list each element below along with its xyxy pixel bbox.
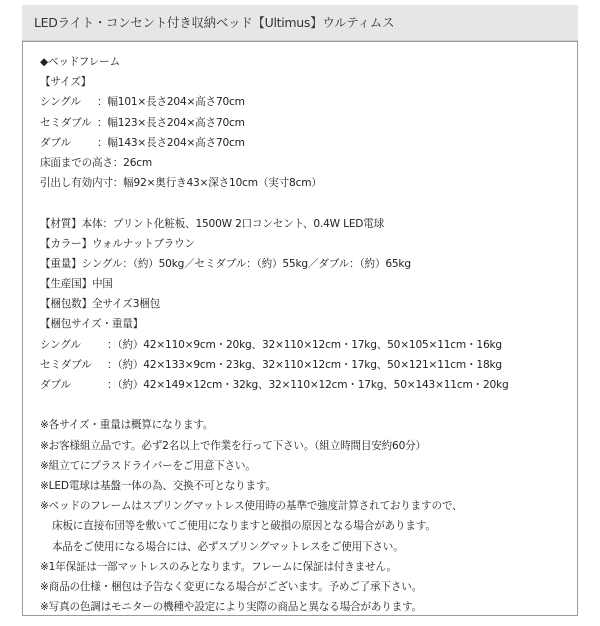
package-count: 【梱包数】全サイズ3梱包 <box>40 298 161 311</box>
note-item: 床板に直接布団等を敷いてご使用になりますと破損の原因となる場合があります。 <box>52 520 436 533</box>
package-heading: 【梱包サイズ・重量】 <box>40 318 144 331</box>
material: 【材質】本体：プリント化粧板、1500W 2口コンセント、0.4W LED電球 <box>40 217 385 230</box>
note-item: ※お客様組立品です。必ず2名以上で作業を行って下さい。（組立時間目安約60分） <box>40 439 426 452</box>
pack-label: シングル <box>40 338 81 351</box>
floor-height: 床面までの高さ：26cm <box>40 156 152 169</box>
note-item: ※LED電球は基盤一体の為、交換不可となります。 <box>40 479 276 492</box>
size-label: シングル <box>40 96 81 109</box>
product-title-bar <box>22 5 578 41</box>
size-row-semidouble <box>40 113 570 133</box>
spacer <box>40 193 570 213</box>
size-value: ：幅101×長さ204×高さ70cm <box>97 96 245 109</box>
size-heading: 【サイズ】 <box>40 76 92 89</box>
note-item: ※1年保証は一部マットレスのみとなります。フレームに保証は付きません。 <box>40 560 397 573</box>
size-value: ：幅123×長さ204×高さ70cm <box>97 116 245 129</box>
drawer-size: 引出し有効内寸：幅92×奥行き43×深さ10cm（実寸8cm） <box>40 177 322 190</box>
size-label: ダブル <box>40 136 71 149</box>
origin: 【生産国】中国 <box>40 278 113 291</box>
note-item: ※商品の仕様・梱包は予告なく変更になる場合がございます。予めご了承下さい。 <box>40 580 423 593</box>
note-item: ※ベッドのフレームはスプリングマットレス使用時の基準で強度計算されておりますので、 <box>40 500 463 513</box>
size-row-single <box>40 92 570 112</box>
pack-value: ：（約）42×149×12cm・32kg、32×110×12cm・17kg、50×143×11cm・20kg <box>107 379 509 391</box>
size-row-double <box>40 133 570 153</box>
size-label: セミダブル <box>40 116 92 129</box>
pack-label: ダブル <box>40 379 71 391</box>
frame-heading: ◆ベッドフレーム <box>40 56 120 68</box>
color: 【カラー】ウォルナットブラウン <box>40 237 195 250</box>
size-value: ：幅143×長さ204×高さ70cm <box>97 136 245 149</box>
pack-row-double <box>40 375 570 395</box>
product-title: LEDライト・コンセント付き収納ベッド【Ultimus】ウルティムス <box>34 15 395 30</box>
pack-row-semidouble <box>40 355 570 375</box>
pack-label: セミダブル <box>40 358 92 371</box>
spec-content <box>40 52 570 617</box>
pack-value: ：（約）42×110×9cm・20kg、32×110×12cm・17kg、50×105×11cm・16kg <box>107 338 502 351</box>
note-item: ※各サイズ・重量は概算になります。 <box>40 419 214 432</box>
spec-panel <box>22 41 578 616</box>
pack-value: ：（約）42×133×9cm・23kg、32×110×12cm・17kg、50×121×11cm・18kg <box>107 358 502 371</box>
note-item: 本品をご使用になる場合には、必ずスプリングマットレスをご使用下さい。 <box>52 540 404 553</box>
pack-row-single <box>40 335 570 355</box>
note-item: ※組立てにプラスドライバーをご用意下さい。 <box>40 459 256 472</box>
spacer <box>40 395 570 415</box>
note-item: ※写真の色調はモニターの機種や設定により実際の商品と異なる場合があります。 <box>40 601 423 614</box>
weight: 【重量】シングル：（約）50kg／セミダブル：（約）55kg／ダブル：（約）65kg <box>40 257 411 270</box>
